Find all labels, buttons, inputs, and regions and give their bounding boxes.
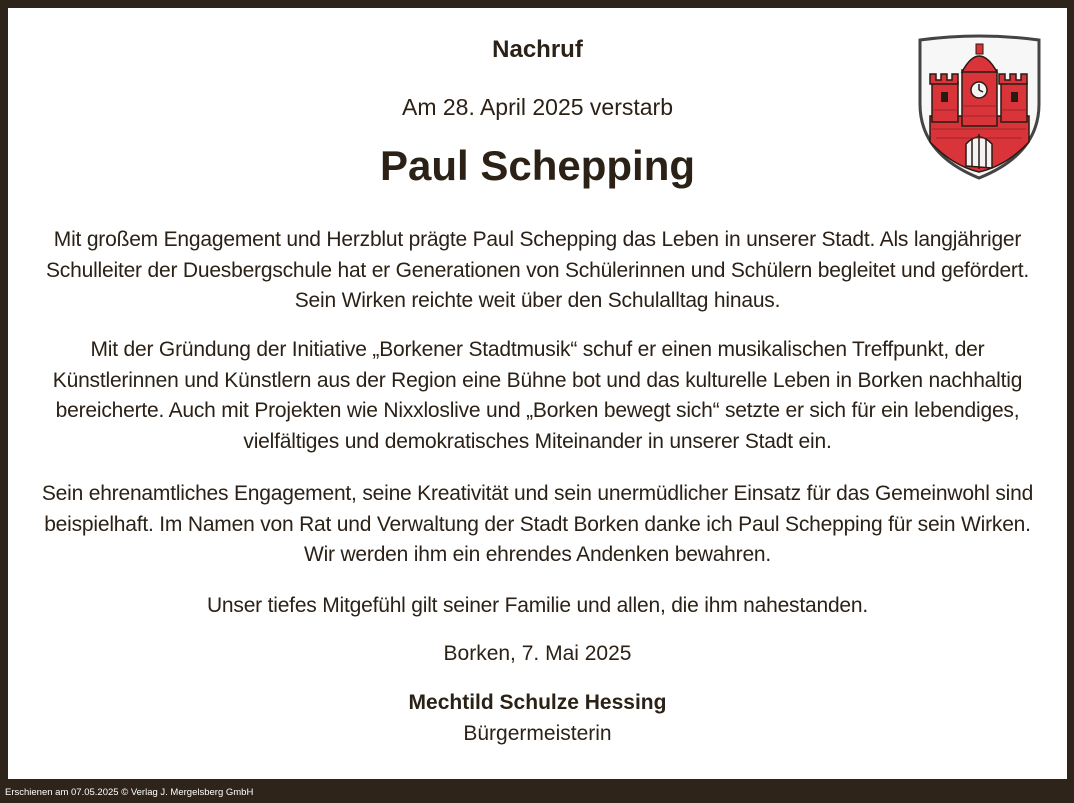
paragraph-4: Unser tiefes Mitgefühl gilt seiner Familie und allen, die ihm nahestanden. [206,594,869,617]
notice-heading: Nachruf [492,36,583,63]
obituary-notice [8,8,1067,779]
paragraph-1: Mit großem Engagement und Herzblut prägte Paul Schepping das Leben in unserer Stadt. Als langjähriger Schulleiter der Duesbergschule hat er Generationen von Schülerinnen und Schülern begleitet und gefördert. Sein Wirken reichte weit über den Schulalltag hinaus. [46,228,1029,312]
place-date: Borken, 7. Mai 2025 [443,642,632,665]
publication-footer: Erschienen am 07.05.2025 © Verlag J. Mergelsberg GmbH [5,787,254,798]
signer-name: Mechtild Schulze Hessing [408,691,667,714]
paragraph-2: Mit der Gründung der Initiative „Borkener Stadtmusik“ schuf er einen musikalischen Treffpunkt, der Künstlerinnen und Künstlern aus der Region eine Bühne bot und das kulturelle Leben in Borken nachhaltig bereicherte. Auch mit Projekten wie Nixxloslive und „Borken bewegt sich“ setzte er sich für ein lebendiges, vielfältiges und demokratisches Miteinander in unserer Stadt ein. [52,338,1023,453]
death-date-line: Am 28. April 2025 verstarb [401,94,674,120]
borken-coat-of-arms-icon [916,34,1043,180]
signer-role: Bürgermeisterin [463,722,612,745]
paragraph-3: Sein ehrenamtliches Engagement, seine Kreativität und sein unermüdlicher Einsatz für das Gemeinwohl sind beispielhaft. Im Namen von Rat und Verwaltung der Stadt Borken danke ich Paul Schepping für sein Wirken. Wir werden ihm ein ehrendes Andenken bewahren. [41,482,1034,566]
deceased-name: Paul Schepping [379,142,696,189]
